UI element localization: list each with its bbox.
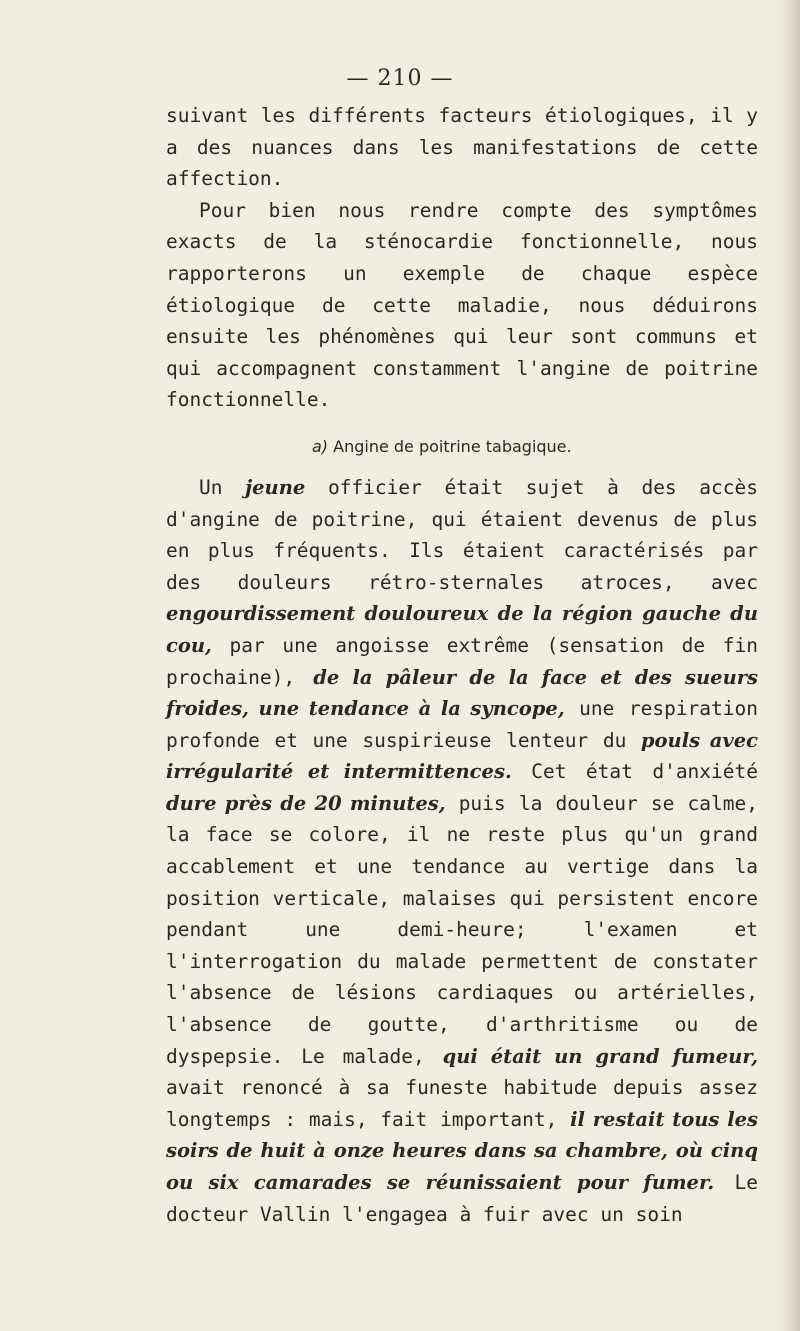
text-run: par une angoisse extrême (sensation de fin prochaine), [166,633,758,689]
italic-run: il restait tous les soirs de huit à onze heures dans sa chambre, où cinq ou six camarades se réunissaient pour fumer. [166,1107,758,1194]
subheading-letter: a) [312,436,329,456]
text-run: officier était sujet à des accès d'angine de poitrine, qui étaient devenus de plus en plus fréquents. Ils étaient caractérisés par des douleurs rétro-sternales atroces, avec [166,475,758,594]
text-run: Un [199,475,246,499]
italic-run: engourdissement douloureux de la région gauche du cou, [166,602,758,657]
subheading-title: Angine de poitrine tabagique. [333,436,572,456]
text-run: avait renoncé à sa funeste habitude depuis assez longtemps : mais, fait important, [166,1076,758,1131]
text-run: puis la douleur se calme, la face se colore, il ne reste plus qu'un grand accablement et une tendance au vertige dans la position verticale, malaises qui persistent encore pendant une demi-heure; l'examen et l'interrogation du malade permettent de constater l'absence de lésions cardiaques ou artérielles, l'absence de goutte, d'arthritisme ou de dyspepsie. Le malade, [166,791,758,1068]
paragraph-case-report [166,472,758,1230]
italic-run: pouls avec irrégularité et intermittences. [166,728,758,784]
body-text [166,100,758,1230]
page-edge-shadow [774,0,800,1331]
paragraph-introduction: Pour bien nous rendre compte des symptômes exacts de la sténocardie fonctionnelle, nous rapporterons un exemple de chaque espèce étiologique de cette maladie, nous déduirons ensuite les phénomènes qui leur sont communs et qui accompagnent constamment l'angine de poitrine fonctionnelle. [166,198,758,412]
text-run: Cet état d'anxiété [511,760,758,784]
text-run: Le docteur Vallin l'engagea à fuir avec un soin [166,1171,758,1226]
section-subheading [166,436,758,458]
text-run: une respiration profonde et une suspirieuse lenteur du [166,697,758,752]
paragraph-continuation: suivant les différents facteurs étiologiques, il y a des nuances dans les manifestations de cette affection. [166,104,758,191]
italic-run: de la pâleur de la face et des sueurs froides, une tendance à la syncope, [166,665,758,721]
italic-run: jeune [245,475,306,499]
italic-run: dure près de 20 minutes, [166,791,446,815]
italic-run: qui était un grand fumeur, [442,1044,759,1068]
page-number: — 210 — [346,66,454,91]
